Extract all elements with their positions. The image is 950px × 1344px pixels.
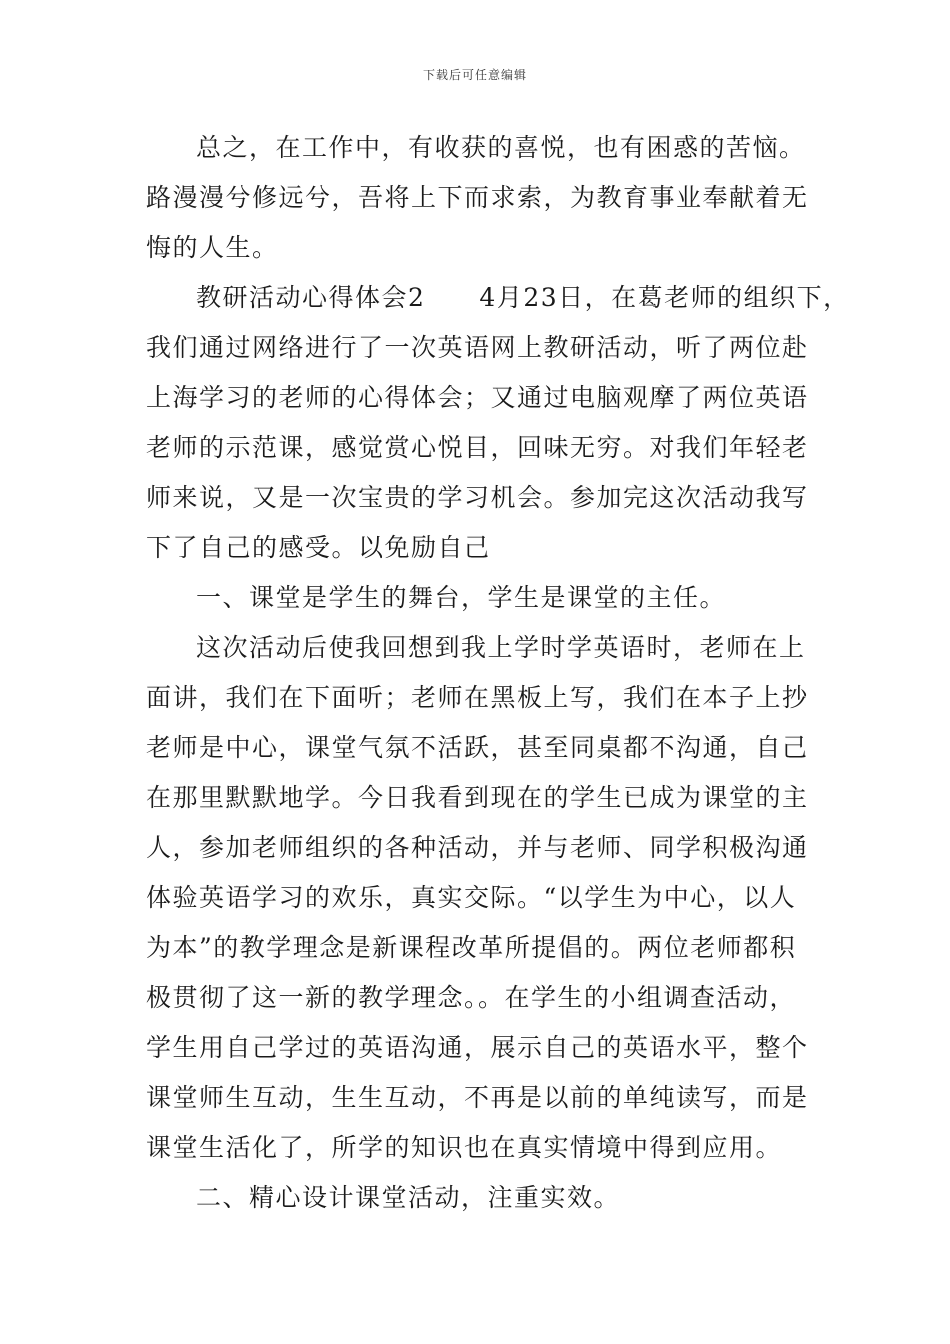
text-line: 学生用自己学过的英语沟通，展示自己的英语水平，整个 [146,1033,809,1062]
text-line: 这次活动后使我回想到我上学时学英语时，老师在上 [196,633,806,662]
text-line: 老师是中心，课堂气氛不活跃，甚至同桌都不沟通，自己 [146,733,809,762]
text-line: 极贯彻了这一新的教学理念。。在学生的小组调查活动， [146,983,797,1012]
text-line: 课堂师生互动，生生互动，不再是以前的单纯读写，而是 [146,1083,809,1112]
section-heading-line [196,283,850,313]
text-segment: 4月23日，在葛老师的组织下， [479,283,850,312]
text-line: 悔的人生。 [146,233,279,262]
text-line: 总之，在工作中，有收获的喜悦，也有困惑的苦恼。 [196,133,806,162]
subheading-line: 二、精心设计课堂活动，注重实效。 [196,1183,621,1212]
section-title: 教研活动心得体会2 [196,283,426,312]
text-line: 在那里默默地学。今日我看到现在的学生已成为课堂的主 [146,783,809,812]
text-line: 人，参加老师组织的各种活动，并与老师、同学积极沟通 [146,833,809,862]
text-line: 上海学习的老师的心得体会；又通过电脑观摩了两位英语 [146,383,809,412]
page-header: 下载后可任意编辑 [422,68,527,82]
subheading-line: 一、课堂是学生的舞台，学生是课堂的主任。 [196,583,727,612]
text-line: 我们通过网络进行了一次英语网上教研活动，听了两位赴 [146,333,809,362]
text-line: 体验英语学习的欢乐，真实交际。“以学生为中心，以人 [146,883,797,912]
text-line: 下了自己的感受。以免励自己 [146,533,491,562]
text-line: 师来说，又是一次宝贵的学习机会。参加完这次活动我写 [146,483,809,512]
text-line: 课堂生活化了，所学的知识也在真实情境中得到应用。 [146,1133,783,1162]
text-line: 面讲，我们在下面听；老师在黑板上写，我们在本子上抄 [146,683,809,712]
text-line: 为本”的教学理念是新课程改革所提倡的。两位老师都积 [146,933,797,962]
text-line: 老师的示范课，感觉赏心悦目，回味无穷。对我们年轻老 [146,433,809,462]
text-line: 路漫漫兮修远兮，吾将上下而求索，为教育事业奉献着无 [146,183,809,212]
